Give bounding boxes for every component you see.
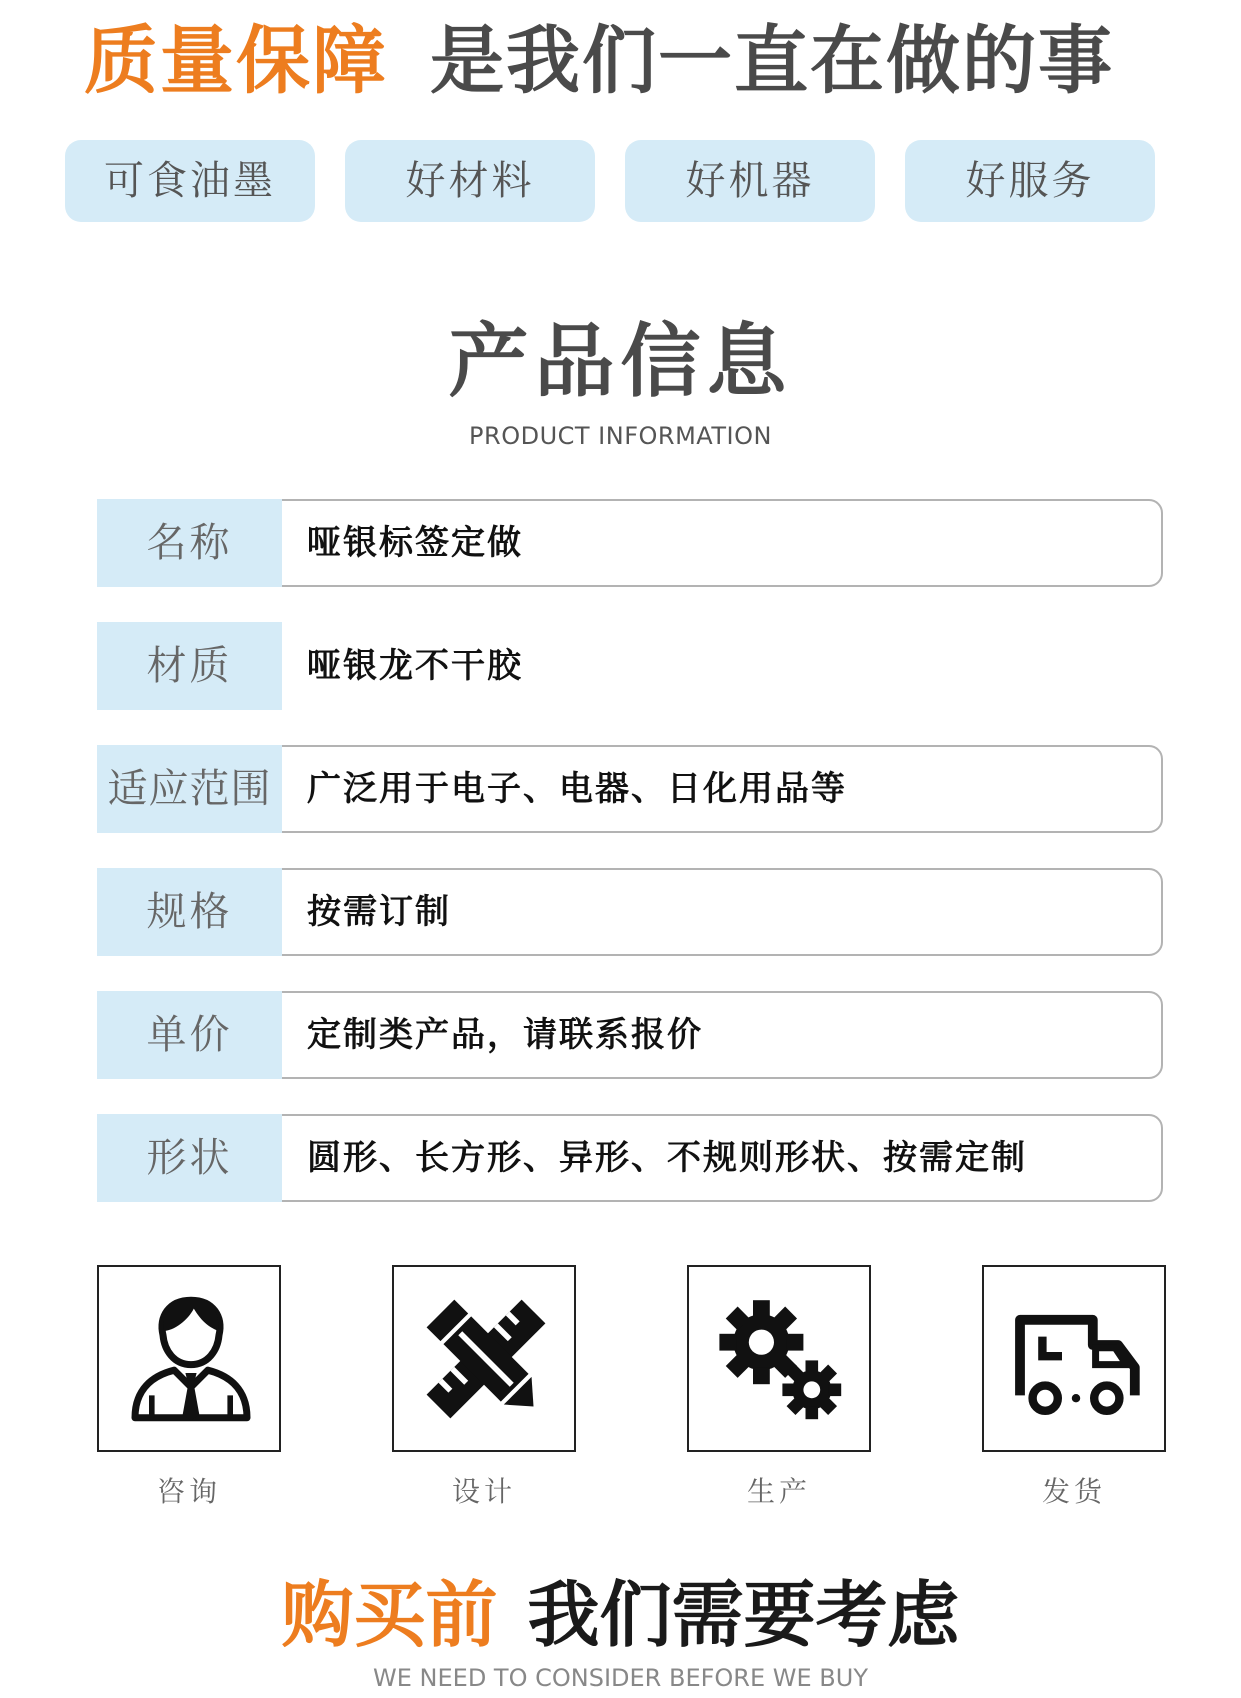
info-value: 哑银龙不干胶 [307,646,523,686]
service-consult-label: 咨询 [156,1475,221,1508]
footer-accent: 购买前 [281,1573,498,1657]
info-label: 形状 [97,1114,282,1202]
feature-pill-good-material: 好材料 [345,140,595,222]
info-label: 材质 [97,622,282,710]
feature-pill-good-service: 好服务 [905,140,1155,222]
info-value: 定制类产品，请联系报价 [307,1015,703,1055]
feature-pill-edible-ink: 可食油墨 [65,140,315,222]
info-label: 名称 [97,499,282,587]
consultant-icon [121,1289,261,1429]
footer-headline [0,1570,1241,1660]
feature-pill-good-machine: 好机器 [625,140,875,222]
service-production-box [687,1265,871,1452]
info-label: 适应范围 [97,745,282,833]
info-row-name [97,499,1163,587]
footer-subtitle: WE NEED TO CONSIDER BEFORE WE BUY [373,1664,868,1692]
headline-accent: 质量保障 [84,18,388,104]
info-value: 按需订制 [307,892,451,932]
info-label: 单价 [97,991,282,1079]
headline-rest: 是我们一直在做的事 [430,18,1114,104]
info-row-material [97,622,1163,710]
section-subtitle: PRODUCT INFORMATION [469,422,772,450]
footer-rest: 我们需要考虑 [527,1573,960,1657]
service-design-box [392,1265,576,1452]
service-consult-box [97,1265,281,1452]
info-row-spec [97,868,1163,956]
info-row-scope [97,745,1163,833]
info-row-price [97,991,1163,1079]
info-value: 广泛用于电子、电器、日化用品等 [307,769,847,809]
service-delivery-box [982,1265,1166,1452]
info-label: 规格 [97,868,282,956]
pencil-ruler-icon [416,1289,556,1429]
info-value: 哑银标签定做 [307,523,523,563]
gears-icon [711,1289,851,1429]
service-design-label: 设计 [451,1475,516,1508]
headline [84,16,1114,106]
service-delivery-label: 发货 [1041,1475,1106,1508]
info-value: 圆形、长方形、异形、不规则形状、按需定制 [307,1138,1027,1178]
section-title: 产品信息 [448,315,793,408]
info-row-shape [97,1114,1163,1202]
delivery-truck-icon [1006,1289,1146,1429]
service-production-label: 生产 [746,1475,811,1508]
